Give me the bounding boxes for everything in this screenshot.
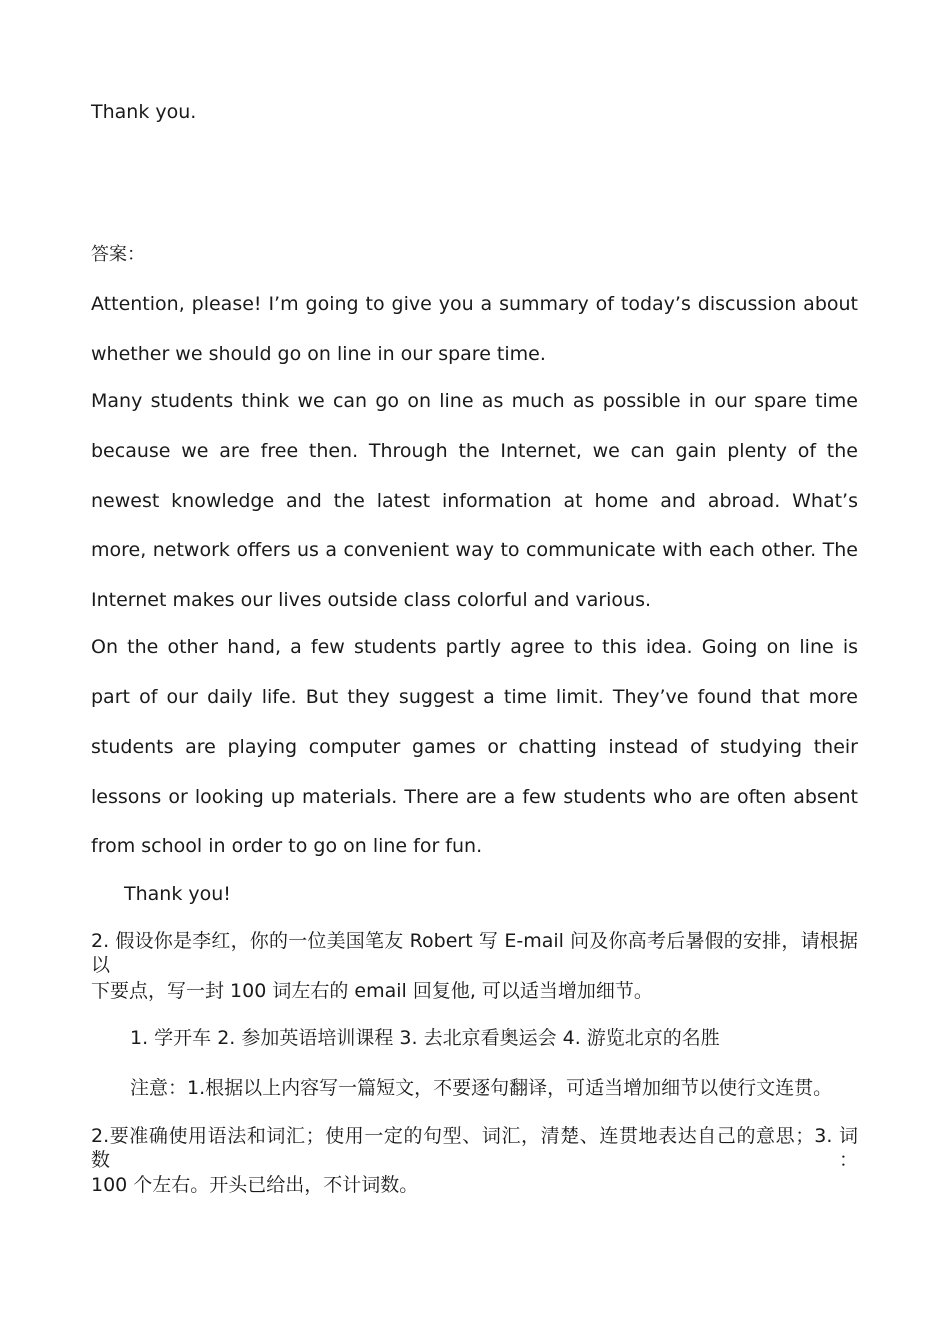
question-2-note-3: 100 个左右。开头已给出，不计词数。 <box>91 1174 419 1196</box>
question-2-line-1: 2. 假设你是李红，你的一位美国笔友 Robert 写 E-mail 问及你高考后暑假的安排，请根据以 <box>91 930 858 976</box>
answer-p1-line-1: Attention, please! I’m going to give you a summary of today’s discussion about <box>91 293 858 315</box>
answer-p3-line-4: lessons or looking up materials. There are a few students who are often absent <box>91 786 858 808</box>
answer-p3-line-1: On the other hand, a few students partly agree to this idea. Going on line is <box>91 636 858 658</box>
question-2-note-2: 2.要准确使用语法和词汇；使用一定的句型、词汇，清楚、连贯地表达自己的意思；3. 词数： <box>91 1125 858 1171</box>
answer-p1-line-2: whether we should go on line in our spare time. <box>91 343 546 365</box>
answer-p3-line-5: from school in order to go on line for fun. <box>91 835 483 857</box>
answer-label: 答案： <box>91 244 145 265</box>
question-2-note-1: 注意：1.根据以上内容写一篇短文，不要逐句翻译，可适当增加细节以使行文连贯。 <box>130 1077 833 1099</box>
closing-thank-you-2: Thank you! <box>124 883 231 905</box>
answer-p3-line-3: students are playing computer games or chatting instead of studying their <box>91 736 858 758</box>
answer-p3-line-2: part of our daily life. But they suggest a time limit. They’ve found that more <box>91 686 858 708</box>
closing-thank-you: Thank you. <box>91 101 197 123</box>
question-2-points: 1. 学开车 2. 参加英语培训课程 3. 去北京看奥运会 4. 游览北京的名胜 <box>130 1027 720 1049</box>
answer-p2-line-5: Internet makes our lives outside class colorful and various. <box>91 589 652 611</box>
answer-p2-line-3: newest knowledge and the latest information at home and abroad. What’s <box>91 490 858 512</box>
answer-p2-line-2: because we are free then. Through the Internet, we can gain plenty of the <box>91 440 858 462</box>
question-2-line-2: 下要点，写一封 100 词左右的 email 回复他, 可以适当增加细节。 <box>91 980 653 1002</box>
answer-p2-line-4: more, network offers us a convenient way to communicate with each other. The <box>91 539 858 561</box>
answer-p2-line-1: Many students think we can go on line as much as possible in our spare time <box>91 390 858 412</box>
